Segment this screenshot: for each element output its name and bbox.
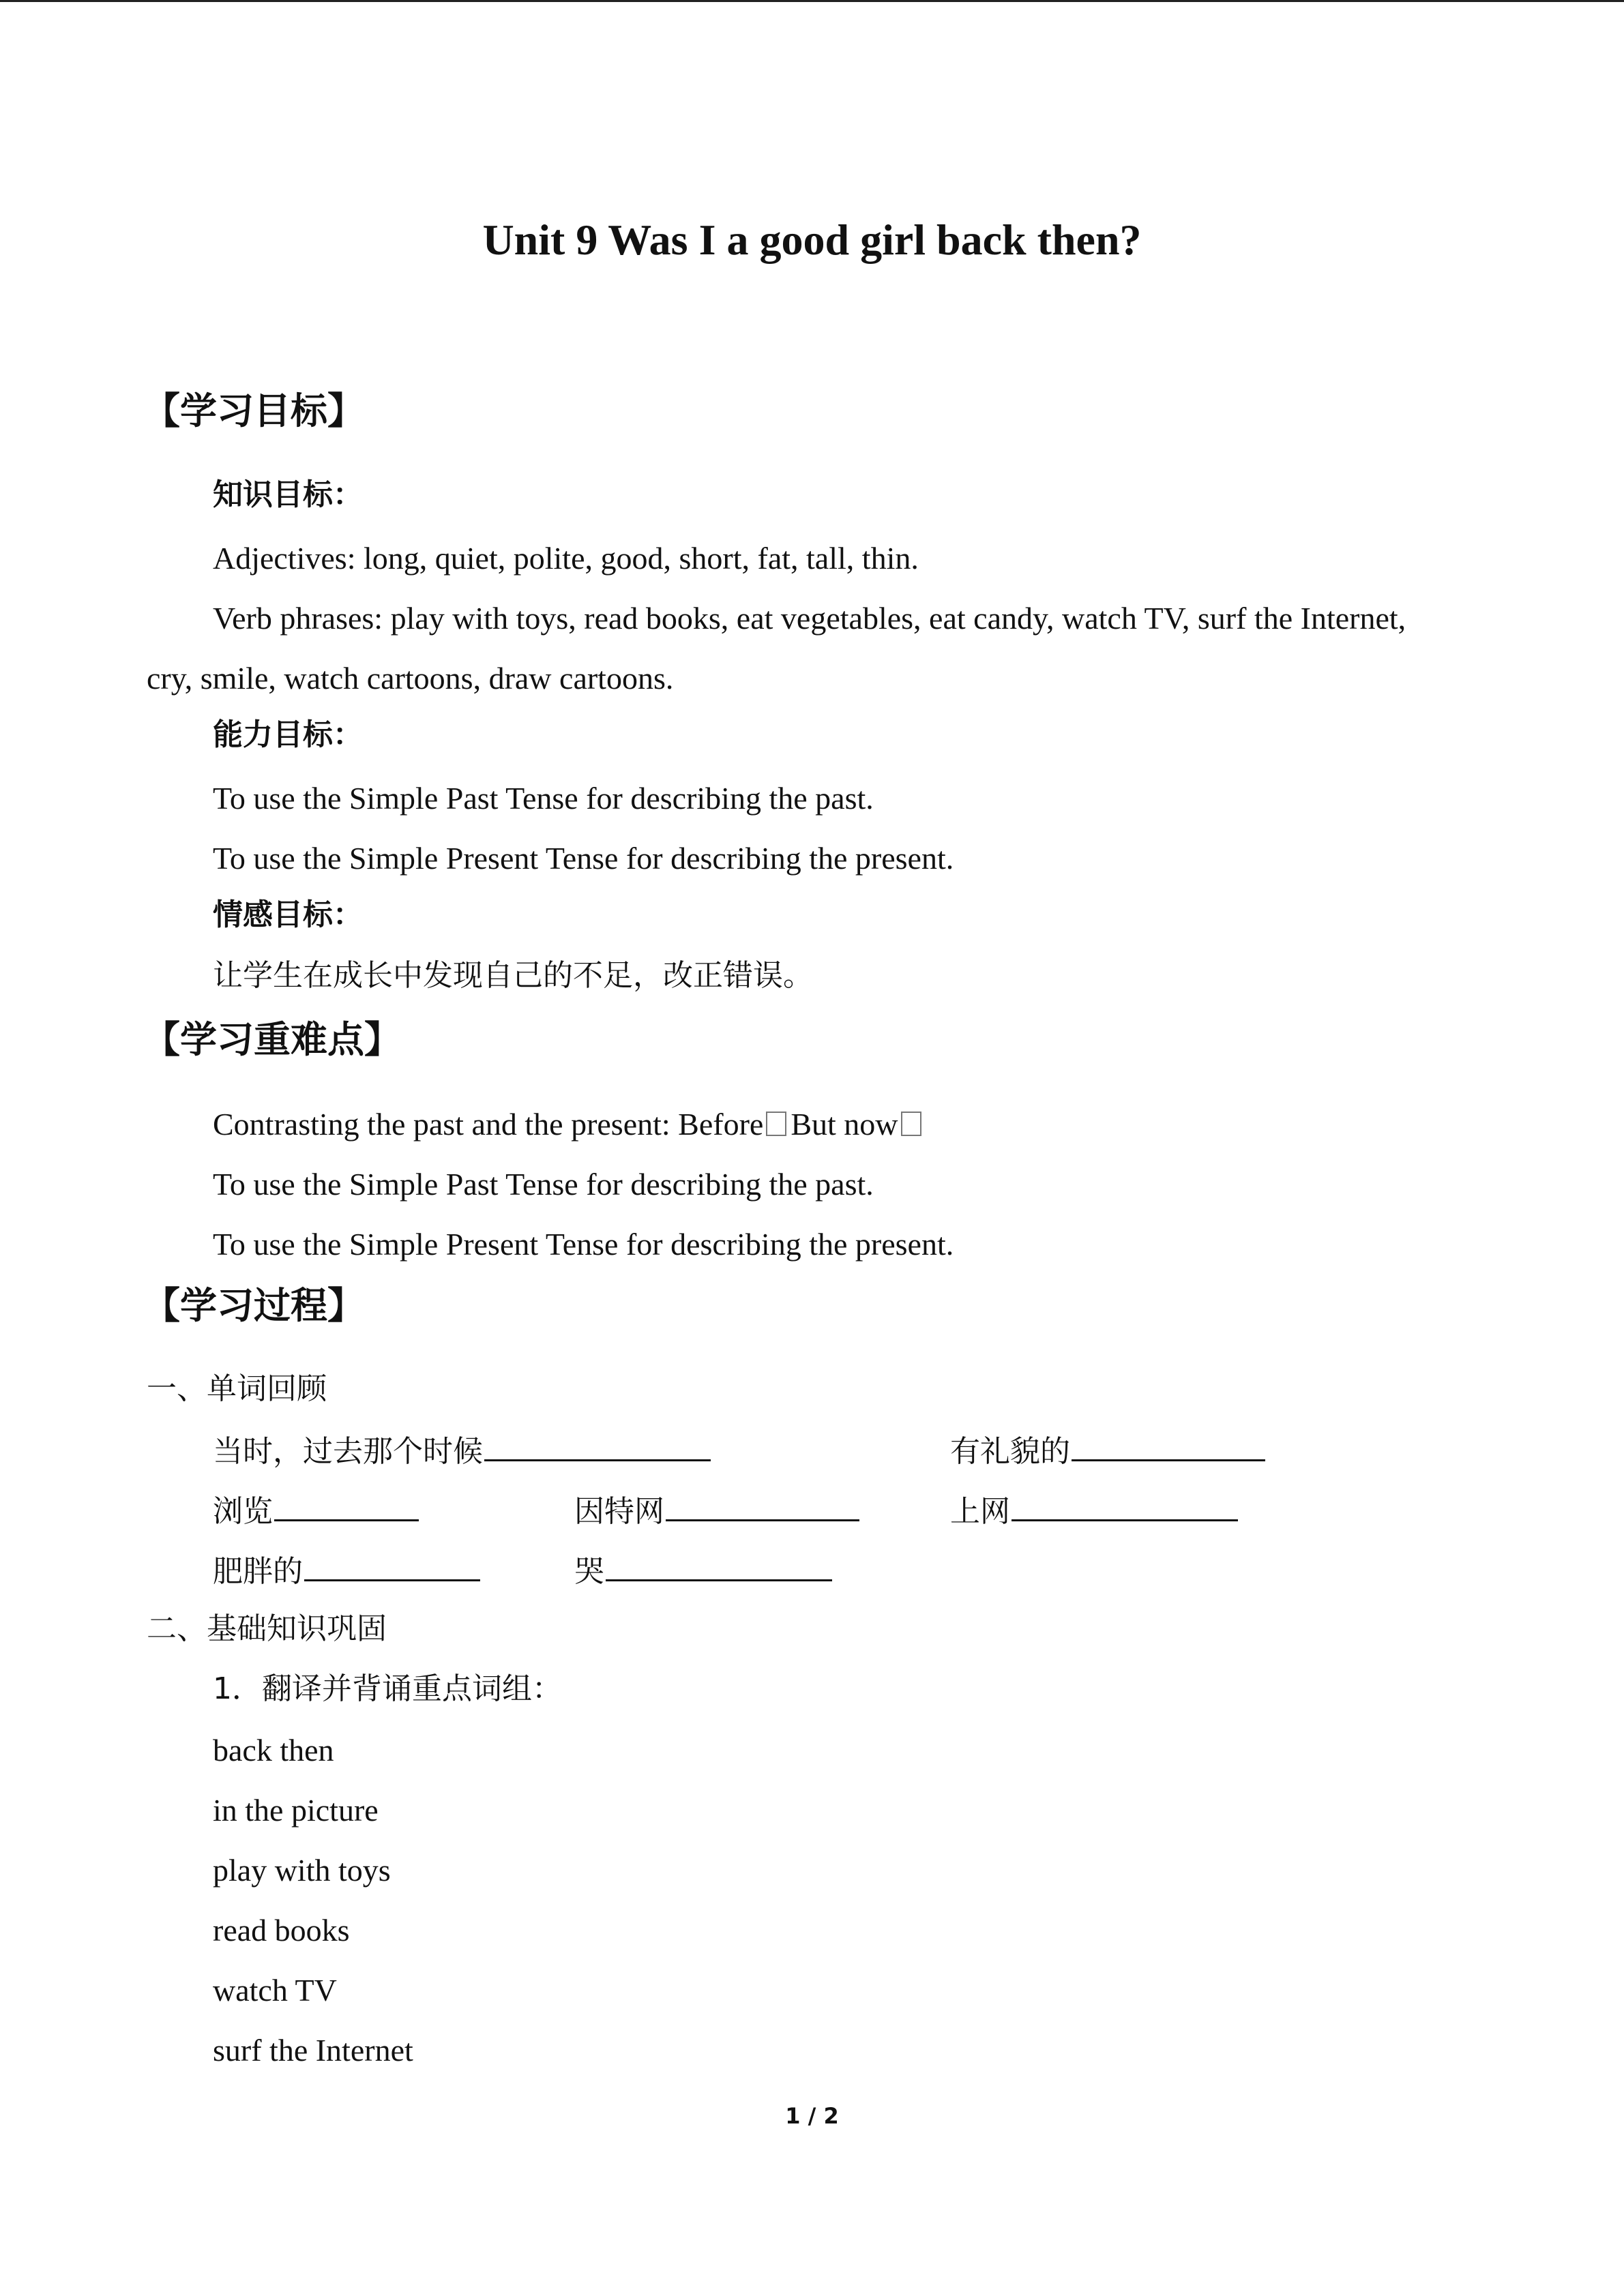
adjectives-line: Adjectives: long, quiet, polite, good, short, fat, tall, thin. [213, 541, 919, 576]
answer-blank[interactable] [304, 1548, 480, 1581]
ability-goal-2: To use the Simple Present Tense for describing the present. [213, 841, 954, 876]
word-label: 哭 [574, 1554, 604, 1589]
knowledge-goal-label: 知识目标： [213, 477, 363, 512]
verb-phrases-line-1: Verb phrases: play with toys, read books, eat vegetables, eat candy, watch TV, surf the Internet, [213, 601, 1406, 636]
page-number: 1 / 2 [785, 2103, 839, 2129]
word-label: 因特网 [574, 1494, 664, 1529]
answer-blank[interactable] [666, 1488, 859, 1521]
keypoint-2: To use the Simple Present Tense for describing the present. [213, 1227, 954, 1262]
contrast-now-text: But now [791, 1107, 898, 1142]
section-heading-goals: 【学习目标】 [143, 389, 364, 432]
answer-blank[interactable] [1072, 1428, 1265, 1461]
section-heading-process: 【学习过程】 [143, 1284, 364, 1327]
phrase-item: in the picture [213, 1793, 379, 1828]
word-item-1 [213, 1428, 711, 1473]
emotion-goal-label: 情感目标： [213, 897, 363, 932]
word-item-4 [574, 1488, 859, 1533]
answer-blank[interactable] [484, 1428, 711, 1461]
emotion-goal-1: 让学生在成长中发现自己的不足，改正错误。 [213, 958, 813, 993]
word-label: 当时，过去那个时候 [213, 1434, 483, 1469]
ability-goal-label: 能力目标： [213, 717, 363, 752]
word-label: 上网 [950, 1494, 1010, 1529]
answer-blank[interactable] [606, 1548, 832, 1581]
placeholder-box-icon [901, 1112, 921, 1136]
word-item-6 [213, 1548, 480, 1593]
phrase-item: read books [213, 1913, 350, 1948]
word-item-3 [213, 1488, 419, 1533]
ability-goal-1: To use the Simple Past Tense for describing the past. [213, 781, 874, 816]
word-label: 有礼貌的 [950, 1434, 1070, 1469]
word-label: 肥胖的 [213, 1554, 303, 1589]
keypoint-1: To use the Simple Past Tense for describing the past. [213, 1167, 874, 1202]
contrast-before-text: Contrasting the past and the present: Before [213, 1107, 764, 1142]
part2-title: 二、基础知识巩固 [147, 1611, 387, 1646]
word-item-5 [950, 1488, 1238, 1533]
section-heading-keypoints: 【学习重难点】 [143, 1018, 401, 1061]
phrase-item: surf the Internet [213, 2033, 413, 2068]
placeholder-box-icon [766, 1112, 786, 1136]
phrase-item: watch TV [213, 1973, 337, 2008]
word-item-2 [950, 1428, 1265, 1473]
document-title: Unit 9 Was I a good girl back then? [482, 215, 1142, 264]
part1-title: 一、单词回顾 [147, 1371, 327, 1406]
task-1-instruction: 1．翻译并背诵重点词组： [213, 1671, 562, 1706]
contrast-line [213, 1103, 926, 1146]
phrase-item: back then [213, 1733, 334, 1768]
verb-phrases-line-2: cry, smile, watch cartoons, draw cartoons. [147, 661, 674, 696]
word-item-7 [574, 1548, 832, 1593]
phrase-item: play with toys [213, 1853, 391, 1888]
answer-blank[interactable] [274, 1488, 419, 1521]
answer-blank[interactable] [1012, 1488, 1238, 1521]
word-label: 浏览 [213, 1494, 273, 1529]
